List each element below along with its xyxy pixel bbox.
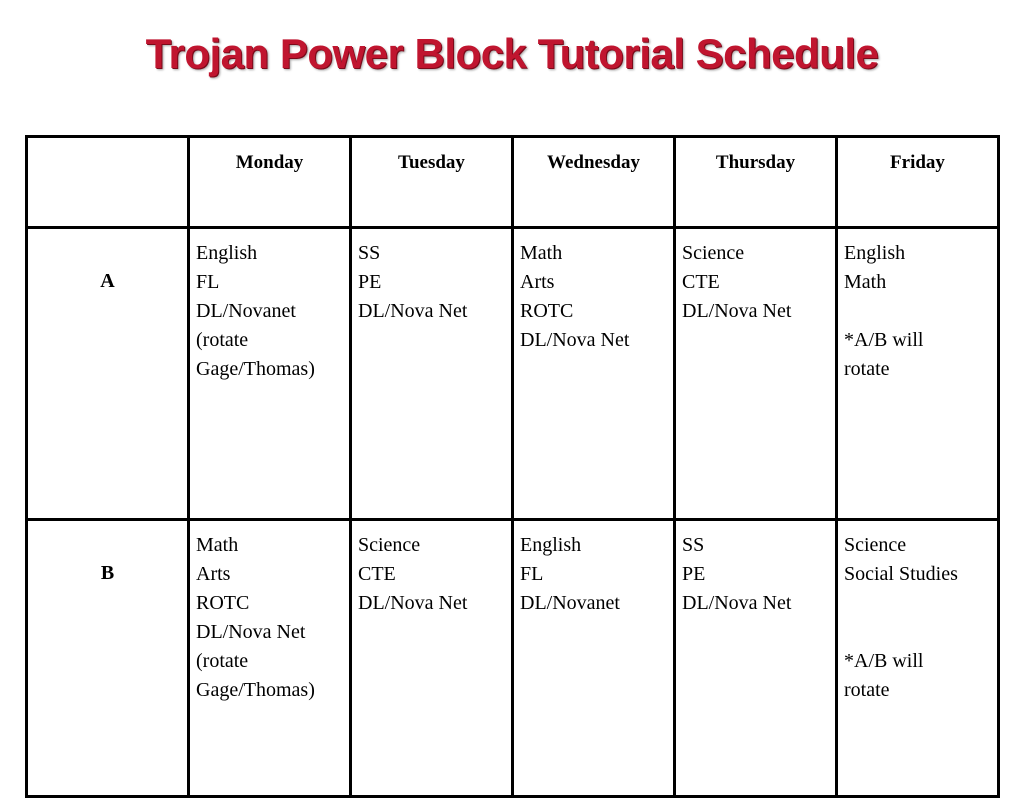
cell-tuesday bbox=[351, 228, 513, 520]
header-row bbox=[27, 137, 999, 228]
cell-line: DL/Nova Net bbox=[682, 300, 792, 322]
cell-line bbox=[844, 589, 991, 618]
cell-line: ROTC bbox=[196, 592, 250, 614]
cell-line: DL/Nova Net bbox=[196, 621, 306, 643]
cell-line: Math bbox=[520, 242, 563, 264]
cell-line: Science bbox=[844, 534, 907, 556]
cell-monday bbox=[189, 520, 351, 797]
cell-line: Math bbox=[844, 271, 887, 293]
cell-wednesday bbox=[513, 520, 675, 797]
cell-line: Science bbox=[358, 534, 421, 556]
cell-line: Social Studies bbox=[844, 563, 958, 585]
header-wednesday: Wednesday bbox=[513, 137, 675, 228]
header-monday: Monday bbox=[189, 137, 351, 228]
cell-line: FL bbox=[520, 563, 544, 585]
cell-line: rotate bbox=[844, 358, 890, 380]
cell-line: PE bbox=[358, 271, 382, 293]
cell-line: DL/Novanet bbox=[520, 592, 620, 614]
row-label: B bbox=[27, 520, 189, 797]
cell-line: *A/B will bbox=[844, 650, 924, 672]
cell-line: Math bbox=[196, 534, 239, 556]
cell-line: CTE bbox=[358, 563, 396, 585]
cell-line: Science bbox=[682, 242, 745, 264]
cell-line: DL/Nova Net bbox=[358, 592, 468, 614]
cell-line: DL/Nova Net bbox=[520, 329, 630, 351]
cell-thursday bbox=[675, 228, 837, 520]
cell-line: *A/B will bbox=[844, 329, 924, 351]
table-row bbox=[27, 228, 999, 520]
cell-line: SS bbox=[358, 242, 381, 264]
cell-line: English bbox=[844, 242, 906, 264]
cell-tuesday bbox=[351, 520, 513, 797]
cell-line: (rotate bbox=[196, 329, 249, 351]
corner-cell bbox=[27, 137, 189, 228]
cell-wednesday bbox=[513, 228, 675, 520]
table-row bbox=[27, 520, 999, 797]
header-friday: Friday bbox=[837, 137, 999, 228]
cell-line: ROTC bbox=[520, 300, 574, 322]
header-tuesday: Tuesday bbox=[351, 137, 513, 228]
header-thursday: Thursday bbox=[675, 137, 837, 228]
cell-thursday bbox=[675, 520, 837, 797]
cell-line bbox=[844, 297, 991, 326]
cell-line: DL/Nova Net bbox=[682, 592, 792, 614]
cell-line: Gage/Thomas) bbox=[196, 679, 315, 701]
cell-line: (rotate bbox=[196, 650, 249, 672]
cell-friday bbox=[837, 520, 999, 797]
cell-line: English bbox=[196, 242, 258, 264]
cell-line: DL/Novanet bbox=[196, 300, 296, 322]
cell-line: PE bbox=[682, 563, 706, 585]
cell-line: Arts bbox=[520, 271, 555, 293]
cell-line: SS bbox=[682, 534, 705, 556]
row-label: A bbox=[27, 228, 189, 520]
schedule-table bbox=[25, 135, 1000, 798]
cell-line bbox=[844, 618, 991, 647]
cell-line: English bbox=[520, 534, 582, 556]
cell-line: FL bbox=[196, 271, 220, 293]
page-title: Trojan Power Block Tutorial Schedule bbox=[145, 30, 879, 77]
cell-line: CTE bbox=[682, 271, 720, 293]
cell-friday bbox=[837, 228, 999, 520]
cell-line: DL/Nova Net bbox=[358, 300, 468, 322]
cell-line: rotate bbox=[844, 679, 890, 701]
cell-monday bbox=[189, 228, 351, 520]
cell-line: Arts bbox=[196, 563, 231, 585]
cell-line: Gage/Thomas) bbox=[196, 358, 315, 380]
